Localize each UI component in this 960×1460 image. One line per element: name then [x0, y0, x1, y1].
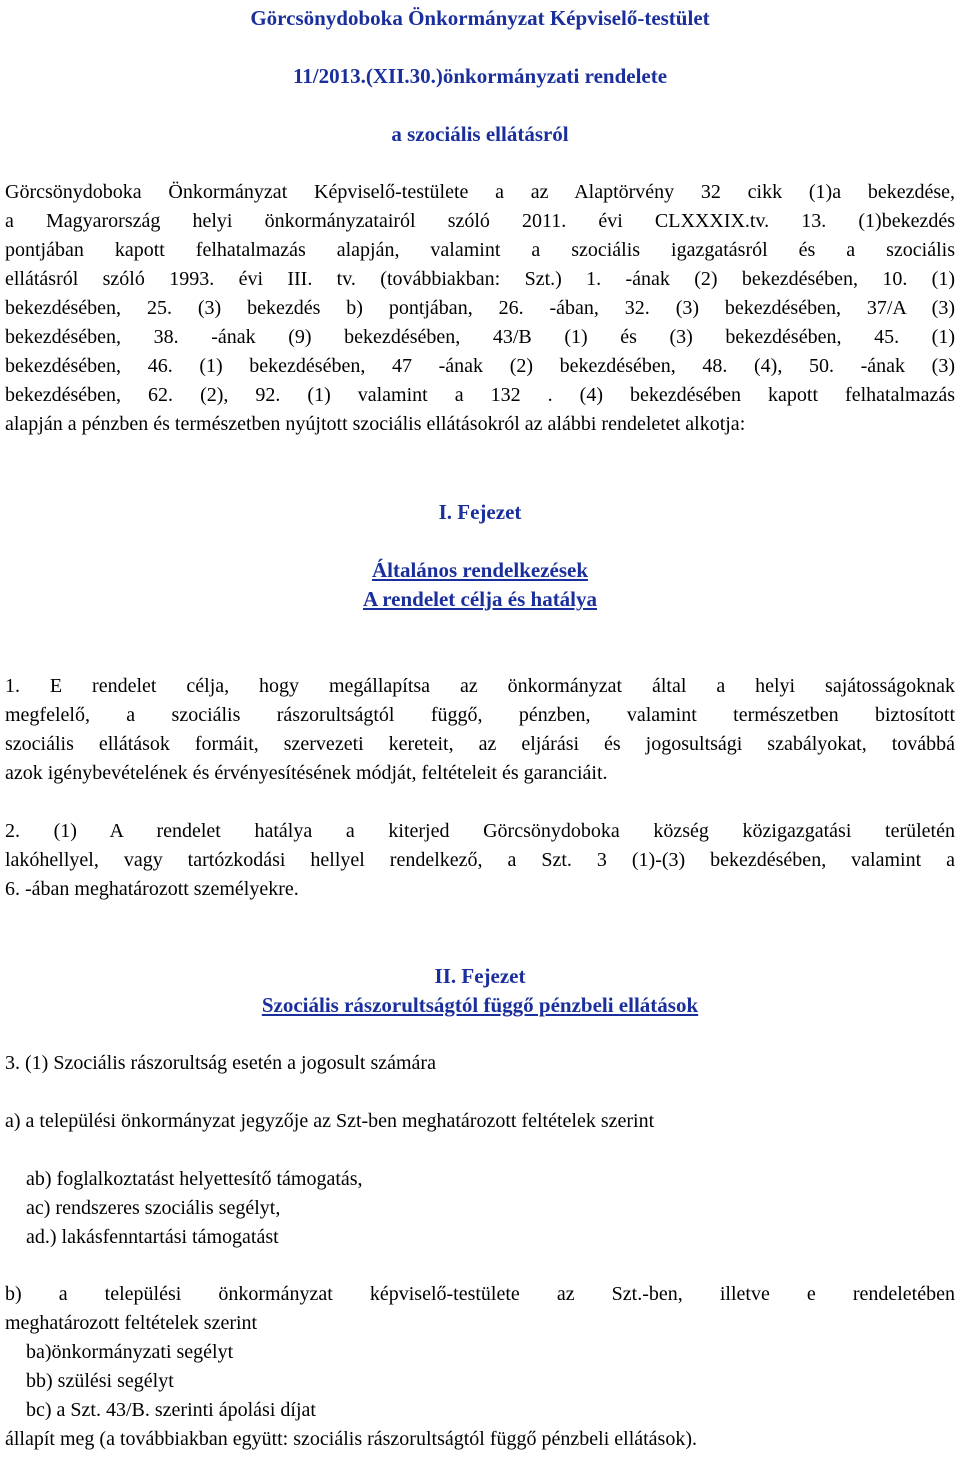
list-item-ba: ba)önkormányzati segélyt [26, 1341, 234, 1363]
preamble-line: bekezdésében, 46. (1) bekezdésében, 47 -ának (2) bekezdésében, 48. (4), 50. -ának (3) [5, 355, 955, 377]
section-1-line: megfelelő, a szociális rászorultságtól függő, pénzben, valamint természetben biztosított [5, 704, 955, 726]
chapter-1-number: I. Fejezet [438, 500, 522, 524]
preamble-line: alapján a pénzben és természetben nyújtott szociális ellátásokról az alábbi rendeletet alkotja: [5, 413, 746, 435]
list-item-ad: ad.) lakásfenntartási támogatást [26, 1226, 279, 1248]
section-2-line: lakóhellyel, vagy tartózkodási hellyel rendelkező, a Szt. 3 (1)-(3) bekezdésében, valamint a [5, 849, 955, 871]
section-3-intro: 3. (1) Szociális rászorultság esetén a jogosult számára [5, 1052, 436, 1074]
chapter-2-number: II. Fejezet [434, 964, 526, 988]
section-2-line: 6. -ában meghatározott személyekre. [5, 878, 299, 900]
section-1-line: 1. E rendelet célja, hogy megállapítsa az önkormányzat által a helyi sajátosságoknak [5, 675, 955, 697]
chapter-2-title: Szociális rászorultságtól függő pénzbeli ellátások [261, 993, 699, 1017]
section-3-closing: állapít meg (a továbbiakban együtt: szociális rászorultságtól függő pénzbeli ellátások). [5, 1428, 698, 1450]
list-item-a: a) a települési önkormányzat jegyzője az Szt-ben meghatározott feltételek szerint [5, 1110, 655, 1132]
preamble-line: Görcsönydoboka Önkormányzat Képviselő-testülete a az Alaptörvény 32 cikk (1)a bekezdése, [5, 181, 955, 203]
list-item-bb: bb) szülési segélyt [26, 1370, 174, 1392]
preamble-line: bekezdésében, 25. (3) bekezdés b) pontjában, 26. -ában, 32. (3) bekezdésében, 37/A (3) [5, 297, 955, 319]
preamble-line: pontjában kapott felhatalmazás alapján, valamint a szociális igazgatásról és a szociális [5, 239, 955, 261]
list-item-ab: ab) foglalkoztatást helyettesítő támogatás, [26, 1168, 363, 1190]
decree-subject: a szociális ellátásról [391, 122, 569, 146]
section-2-line: 2. (1) A rendelet hatálya a kiterjed Görcsönydoboka község közigazgatási területén [5, 820, 955, 842]
section-1-line: szociális ellátások formáit, szervezeti kereteit, az eljárási és jogosultsági szabályokat, továbbá [5, 733, 955, 755]
decree-number: 11/2013.(XII.30.)önkormányzati rendelete [292, 64, 668, 88]
preamble-line: ellátásról szóló 1993. évi III. tv. (továbbiakban: Szt.) 1. -ának (2) bekezdésében, 10. (1) [5, 268, 955, 290]
chapter-1-title: Általános rendelkezések [371, 558, 589, 582]
list-item-b-cont: meghatározott feltételek szerint [5, 1312, 258, 1334]
section-1-line: azok igénybevételének és érvényesítésének módját, feltételeit és garanciáit. [5, 762, 608, 784]
list-item-bc: bc) a Szt. 43/B. szerinti ápolási díjat [26, 1399, 316, 1421]
list-item-b: b) a települési önkormányzat képviselő-testülete az Szt.-ben, illetve e rendeletében [5, 1283, 955, 1305]
preamble-line: bekezdésében, 38. -ának (9) bekezdésében, 43/B (1) és (3) bekezdésében, 45. (1) [5, 326, 955, 348]
preamble-line: bekezdésében, 62. (2), 92. (1) valamint a 132 . (4) bekezdésében kapott felhatalmazás [5, 384, 955, 406]
preamble-line: a Magyarország helyi önkormányzatairól szóló 2011. évi CLXXXIX.tv. 13. (1)bekezdés [5, 210, 955, 232]
list-item-ac: ac) rendszeres szociális segélyt, [26, 1197, 281, 1219]
council-title: Görcsönydoboka Önkormányzat Képviselő-testület [250, 6, 710, 30]
chapter-1-subtitle: A rendelet célja és hatálya [362, 587, 598, 611]
